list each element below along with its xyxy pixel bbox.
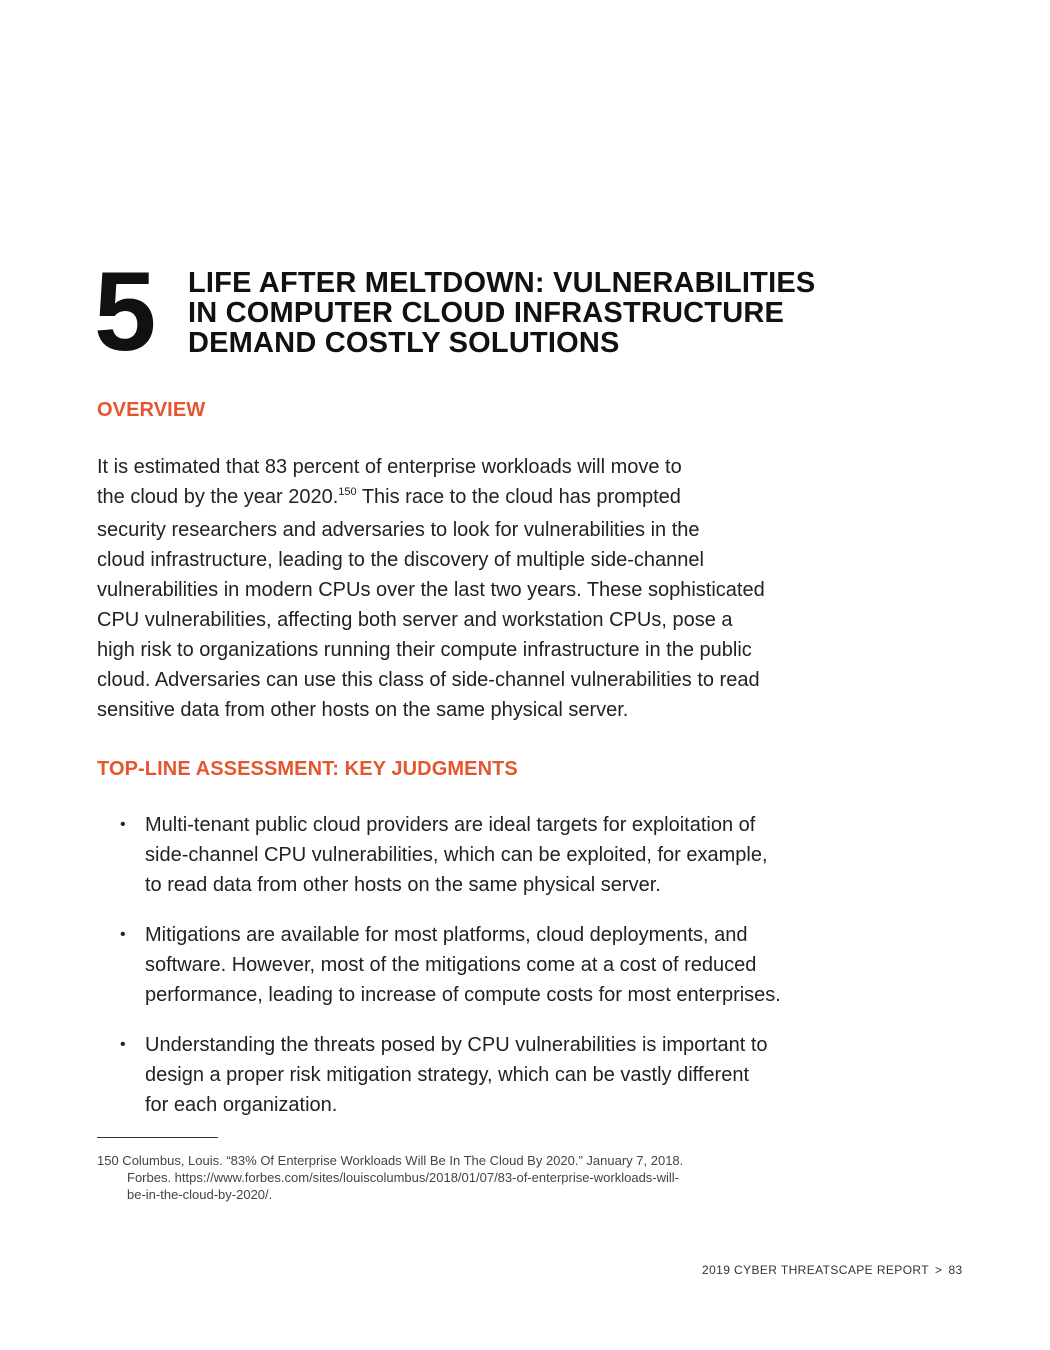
bullet-icon: • [120,1036,126,1053]
list-item-line: side-channel CPU vulnerabilities, which can be exploited, for example, [145,844,768,866]
overview-line-with-footnote [97,482,857,515]
list-item [97,1030,857,1120]
footnote [97,1152,857,1203]
overview-line: cloud infrastructure, leading to the discovery of multiple side-channel [97,549,704,571]
list-item-line: Understanding the threats posed by CPU vulnerabilities is important to [145,1034,768,1056]
overview-line: sensitive data from other hosts on the same physical server. [97,699,629,721]
bullet-icon: • [120,816,126,833]
overview-line: high risk to organizations running their compute infrastructure in the public [97,639,752,661]
list-item-line: for each organization. [145,1094,338,1116]
report-title: 2019 CYBER THREATSCAPE REPORT [702,1263,930,1277]
breadcrumb-separator-icon: > [935,1263,943,1277]
list-item [97,920,857,1010]
list-item-line: to read data from other hosts on the same physical server. [145,874,661,896]
chapter-title [188,268,908,358]
list-item-line: performance, leading to increase of compute costs for most enterprises. [145,984,781,1006]
page-number: 83 [948,1263,963,1277]
list-item-line: design a proper risk mitigation strategy, which can be vastly different [145,1064,750,1086]
page-footer [702,1263,963,1277]
footnote-link-line[interactable]: Forbes. https://www.forbes.com/sites/louiscolumbus/2018/01/07/83-of-enterprise-workloads-will- [127,1170,680,1185]
overview-line: security researchers and adversaries to look for vulnerabilities in the [97,519,700,541]
footnote-divider [97,1137,218,1138]
overview-line-text: This race to the cloud has prompted [356,486,681,508]
overview-line-text: the cloud by the year 2020. [97,486,339,508]
footnote-link-line[interactable]: be-in-the-cloud-by-2020/. [127,1187,273,1202]
footnote-reference[interactable]: 150 [338,486,357,498]
list-item-line: Multi-tenant public cloud providers are ideal targets for exploitation of [145,814,756,836]
overview-heading: OVERVIEW [97,399,206,421]
overview-line: cloud. Adversaries can use this class of side-channel vulnerabilities to read [97,669,760,691]
overview-paragraph [97,452,857,725]
bullet-icon: • [120,926,126,943]
chapter-title-line: LIFE AFTER MELTDOWN: VULNERABILITIES [188,267,816,299]
overview-line: vulnerabilities in modern CPUs over the last two years. These sophisticated [97,579,765,601]
chapter-number: 5 [94,249,155,374]
overview-line: It is estimated that 83 percent of enterprise workloads will move to [97,456,682,478]
list-item-line: software. However, most of the mitigations come at a cost of reduced [145,954,757,976]
key-judgments-list [97,810,857,1140]
chapter-title-line: DEMAND COSTLY SOLUTIONS [188,327,620,359]
list-item-line: Mitigations are available for most platforms, cloud deployments, and [145,924,748,946]
chapter-title-line: IN COMPUTER CLOUD INFRASTRUCTURE [188,297,785,329]
footnote-line: 150 Columbus, Louis. “83% Of Enterprise Workloads Will Be In The Cloud By 2020.” January 7, 2018. [97,1153,684,1168]
list-item [97,810,857,900]
overview-line: CPU vulnerabilities, affecting both server and workstation CPUs, pose a [97,609,733,631]
key-judgments-heading: TOP-LINE ASSESSMENT: KEY JUDGMENTS [97,758,518,780]
